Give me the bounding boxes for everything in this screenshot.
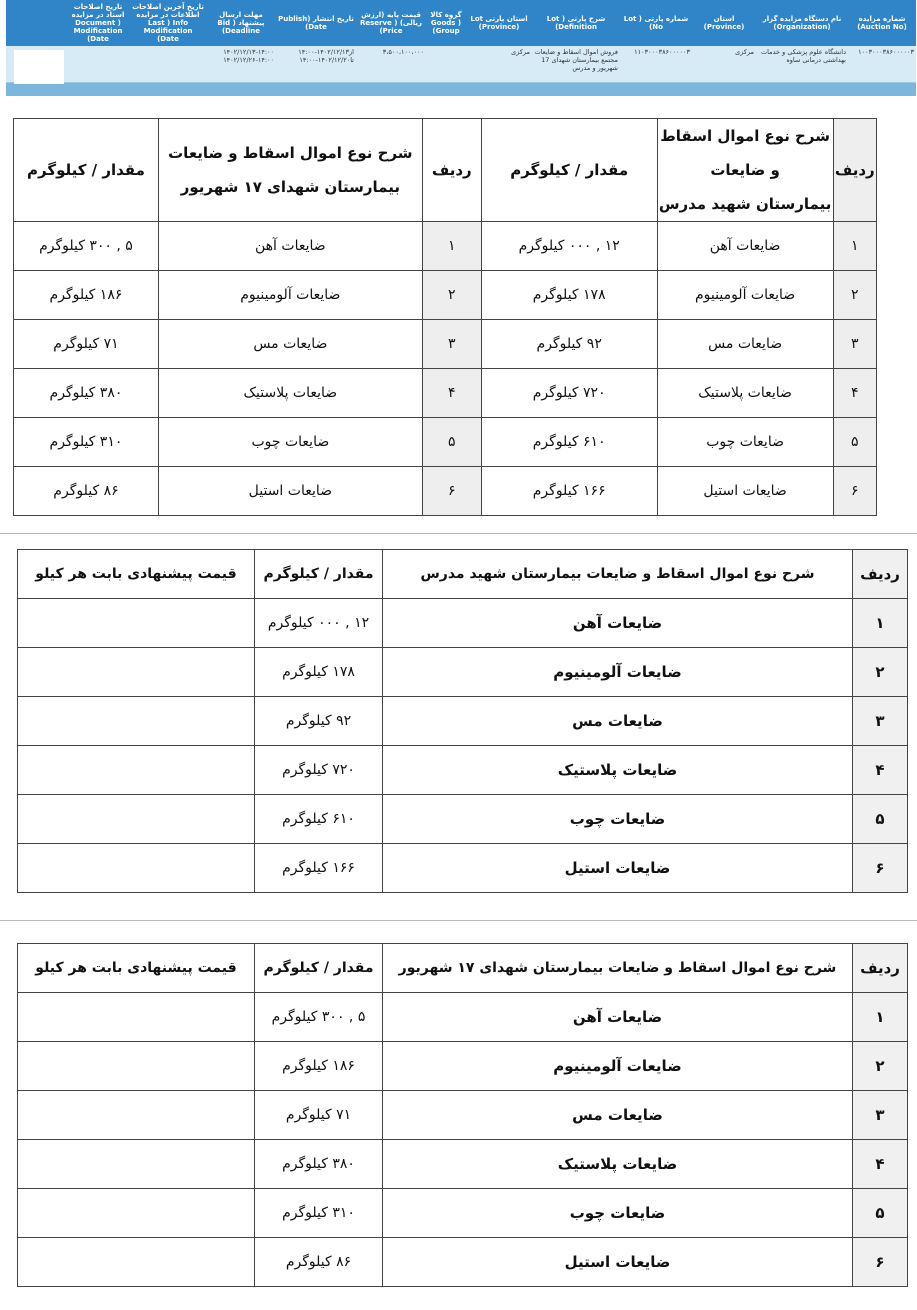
row-index: ۱ — [853, 993, 908, 1042]
shohada-description-header — [158, 119, 422, 222]
item-quantity: ۷۲۰ کیلوگرم — [481, 369, 657, 418]
province: مرکزی — [735, 48, 754, 56]
banner-data-row — [66, 46, 916, 86]
row-index: ۲ — [422, 271, 481, 320]
item-description: ضایعات آهن — [657, 222, 833, 271]
table-row — [18, 599, 908, 648]
hospitals-comparison-table — [13, 118, 877, 516]
section-divider — [0, 533, 917, 534]
item-quantity: ۸۶ کیلوگرم — [255, 1238, 383, 1287]
row-index: ۴ — [833, 369, 876, 418]
lot-number: ۱۱۰۳۰۰۰۳۸۶۰۰۰۰۰۳ — [634, 48, 690, 56]
item-description: ضایعات آهن — [383, 599, 853, 648]
item-quantity: ۱۷۸ کیلوگرم — [255, 648, 383, 697]
row-index: ۴ — [422, 369, 481, 418]
bid-deadline: ۱۴۰۲/۱۲/۱۳-۱۴:۰۰ ۱۴۰۲/۱۲/۲۶-۱۴:۰۰ — [223, 48, 274, 64]
row-index: ۵ — [853, 795, 908, 844]
row-index: ۳ — [853, 1091, 908, 1140]
info-modification-date — [130, 46, 206, 86]
item-quantity: ۹۲ کیلوگرم — [481, 320, 657, 369]
table-row — [18, 746, 908, 795]
row-index: ۵ — [833, 418, 876, 467]
item-description: ضایعات پلاستیک — [158, 369, 422, 418]
document-modification-date — [66, 46, 130, 86]
item-description: ضایعات پلاستیک — [383, 1140, 853, 1189]
row-index: ۱ — [422, 222, 481, 271]
table-row — [18, 697, 908, 746]
banner-header-cell: تاریخ اصلاحات اسناد در مزایده Document ) Modification (Date — [71, 3, 125, 43]
item-description: ضایعات پلاستیک — [383, 746, 853, 795]
shohada-bid-index-header: ردیف — [853, 944, 908, 993]
item-description: ضایعات آلومینیوم — [383, 648, 853, 697]
row-index: ۱ — [833, 222, 876, 271]
row-index: ۵ — [853, 1189, 908, 1238]
auction-number: ۱۰۰۳۰۰۰۳۸۶۰۰۰۰۰۳ — [858, 48, 914, 56]
row-index: ۵ — [422, 418, 481, 467]
item-description: ضایعات استیل — [383, 1238, 853, 1287]
item-quantity: ۶۱۰ کیلوگرم — [481, 418, 657, 467]
table-row — [18, 844, 908, 893]
table-row — [14, 418, 877, 467]
item-quantity: ۳۸۰ کیلوگرم — [14, 369, 159, 418]
banner-header-cell: شرح پارتی ( Lot Definition) — [546, 15, 606, 31]
table-row — [18, 1091, 908, 1140]
bid-price-field[interactable] — [18, 1140, 255, 1189]
shohada-index-header: ردیف — [422, 119, 481, 222]
item-quantity: ۱۸۶ کیلوگرم — [255, 1042, 383, 1091]
item-description: ضایعات مس — [657, 320, 833, 369]
table-row — [14, 320, 877, 369]
item-description: ضایعات آهن — [383, 993, 853, 1042]
modares-bid-header-row — [18, 550, 908, 599]
bid-price-field[interactable] — [18, 697, 255, 746]
bid-price-field[interactable] — [18, 599, 255, 648]
banner-header-cell: مهلت ارسال پیشنهاد Bid ) (Deadline — [217, 11, 265, 35]
table-row — [18, 1189, 908, 1238]
modares-quantity-header: مقدار / کیلوگرم — [481, 119, 657, 222]
banner-header-cell: شماره مزایده (Auction No) — [857, 15, 907, 31]
item-quantity: ۱۶۶ کیلوگرم — [481, 467, 657, 516]
modares-bid-quantity-header: مقدار / کیلوگرم — [255, 550, 383, 599]
item-quantity: ۵ , ۳۰۰ کیلوگرم — [255, 993, 383, 1042]
row-index: ۳ — [853, 697, 908, 746]
item-quantity: ۳۱۰ کیلوگرم — [255, 1189, 383, 1238]
row-index: ۶ — [853, 844, 908, 893]
item-description: ضایعات پلاستیک — [657, 369, 833, 418]
item-quantity: ۳۱۰ کیلوگرم — [14, 418, 159, 467]
goods-group — [426, 46, 466, 86]
shohada-bid-quantity-header: مقدار / کیلوگرم — [255, 944, 383, 993]
banner-header-cell: قیمت پایه (ارزش ریالی) Reserve ) (Price — [359, 11, 423, 35]
item-quantity: ۳۸۰ کیلوگرم — [255, 1140, 383, 1189]
table-row — [18, 1238, 908, 1287]
item-description: ضایعات استیل — [158, 467, 422, 516]
table-row — [18, 1140, 908, 1189]
item-quantity: ۱۶۶ کیلوگرم — [255, 844, 383, 893]
item-description: ضایعات آلومینیوم — [657, 271, 833, 320]
row-index: ۶ — [422, 467, 481, 516]
item-quantity: ۱۷۸ کیلوگرم — [481, 271, 657, 320]
item-description: ضایعات چوب — [383, 1189, 853, 1238]
item-description: ضایعات چوب — [657, 418, 833, 467]
section-divider — [0, 920, 917, 921]
lot-definition: فروش اموال اسقاط و ضایعات مجتمع بیمارستان شهدای 17 شهریور و مدرس — [534, 48, 618, 72]
banner-header-cell: تاریخ آخرین اصلاحات اطلاعات در مزایده Last ) Info Modification (Date — [132, 3, 204, 43]
item-description: ضایعات چوب — [383, 795, 853, 844]
modares-description-header-line2: بیمارستان شهید مدرس — [658, 195, 832, 213]
item-quantity: ۱۲ , ۰۰۰ کیلوگرم — [255, 599, 383, 648]
shohada-quantity-header: مقدار / کیلوگرم — [14, 119, 159, 222]
bid-price-field[interactable] — [18, 1189, 255, 1238]
table-row — [18, 1042, 908, 1091]
row-index: ۴ — [853, 1140, 908, 1189]
table-row — [14, 222, 877, 271]
table-row — [18, 795, 908, 844]
item-quantity: ۹۲ کیلوگرم — [255, 697, 383, 746]
row-index: ۲ — [833, 271, 876, 320]
table-row — [14, 467, 877, 516]
row-index: ۴ — [853, 746, 908, 795]
table-row — [18, 648, 908, 697]
item-description: ضایعات استیل — [657, 467, 833, 516]
row-index: ۳ — [422, 320, 481, 369]
modares-description-header — [657, 119, 833, 222]
auction-info-table — [66, 0, 916, 86]
banner-header-cell: نام دستگاه مزایده گزار (Organization) — [762, 15, 842, 31]
banner-header-cell: شماره پارتی ( Lot No) — [623, 15, 689, 31]
item-description: ضایعات آلومینیوم — [383, 1042, 853, 1091]
modares-bid-description-header: شرح نوع اموال اسقاط و ضایعات بیمارستان شهید مدرس — [383, 550, 853, 599]
item-quantity: ۶۱۰ کیلوگرم — [255, 795, 383, 844]
item-description: ضایعات مس — [158, 320, 422, 369]
reserve-price: ۳،۵۰۰،۱۰۰،۰۰۰ — [382, 48, 424, 56]
row-index: ۲ — [853, 1042, 908, 1091]
modares-index-header: ردیف — [833, 119, 876, 222]
modares-bid-index-header: ردیف — [853, 550, 908, 599]
row-index: ۱ — [853, 599, 908, 648]
bid-price-field[interactable] — [18, 648, 255, 697]
shohada-bid-price-header: قیمت پیشنهادی بابت هر کیلو — [18, 944, 255, 993]
item-description: ضایعات مس — [383, 1091, 853, 1140]
bid-price-field[interactable] — [18, 746, 255, 795]
lot-province: مرکزی — [511, 48, 530, 56]
banner-header-cell: استان پارتی Lot (Province) — [470, 15, 528, 31]
row-index: ۳ — [833, 320, 876, 369]
shohada-description-header-line1: شرح نوع اموال اسقاط و ضایعات — [168, 144, 413, 162]
item-quantity: ۷۱ کیلوگرم — [255, 1091, 383, 1140]
item-description: ضایعات مس — [383, 697, 853, 746]
publish-date: از۱۴۰۲/۱۲/۱۳-۱۴:۰۰ تا۱۴۰۲/۱۲/۲۰-۱۴:۰۰ — [298, 48, 354, 64]
row-index: ۶ — [833, 467, 876, 516]
item-description: ضایعات چوب — [158, 418, 422, 467]
shohada-bid-header-row — [18, 944, 908, 993]
item-quantity: ۱۲ , ۰۰۰ کیلوگرم — [481, 222, 657, 271]
modares-bid-table — [17, 549, 908, 893]
item-quantity: ۱۸۶ کیلوگرم — [14, 271, 159, 320]
row-index: ۶ — [853, 1238, 908, 1287]
banner-header-cell: گروه کالا Goods ) (Group — [430, 11, 462, 35]
row-index: ۲ — [853, 648, 908, 697]
modares-bid-price-header: قیمت پیشنهادی بابت هر کیلو — [18, 550, 255, 599]
banner-header-cell: استان (Province) — [703, 15, 745, 31]
item-quantity: ۸۶ کیلوگرم — [14, 467, 159, 516]
item-quantity: ۷۲۰ کیلوگرم — [255, 746, 383, 795]
item-description: ضایعات آلومینیوم — [158, 271, 422, 320]
comparison-header-row — [14, 119, 877, 222]
shohada-bid-table — [17, 943, 908, 1287]
bid-price-field[interactable] — [18, 993, 255, 1042]
organization-name: دانشگاه علوم پزشکی و خدمات بهداشتی درمانی ساوه — [761, 48, 846, 64]
banner-header-cell: تاریخ انتشار (Publish Date) — [278, 15, 354, 31]
item-description: ضایعات استیل — [383, 844, 853, 893]
shohada-description-header-line2: بیمارستان شهدای ۱۷ شهریور — [180, 178, 400, 196]
shohada-bid-description-header: شرح نوع اموال اسقاط و ضایعات بیمارستان شهدای ۱۷ شهریور — [383, 944, 853, 993]
table-row — [14, 271, 877, 320]
table-row — [14, 369, 877, 418]
bid-price-field[interactable] — [18, 1238, 255, 1287]
modares-description-header-line1: شرح نوع اموال اسقاط و ضایعات — [660, 127, 830, 179]
banner-header-row — [66, 0, 916, 46]
bid-price-field[interactable] — [18, 1042, 255, 1091]
item-quantity: ۵ , ۳۰۰ کیلوگرم — [14, 222, 159, 271]
auction-info-banner — [6, 0, 916, 96]
item-quantity: ۷۱ کیلوگرم — [14, 320, 159, 369]
bid-price-field[interactable] — [18, 795, 255, 844]
bid-price-field[interactable] — [18, 844, 255, 893]
banner-blank-patch — [14, 50, 64, 84]
bid-price-field[interactable] — [18, 1091, 255, 1140]
item-description: ضایعات آهن — [158, 222, 422, 271]
table-row — [18, 993, 908, 1042]
